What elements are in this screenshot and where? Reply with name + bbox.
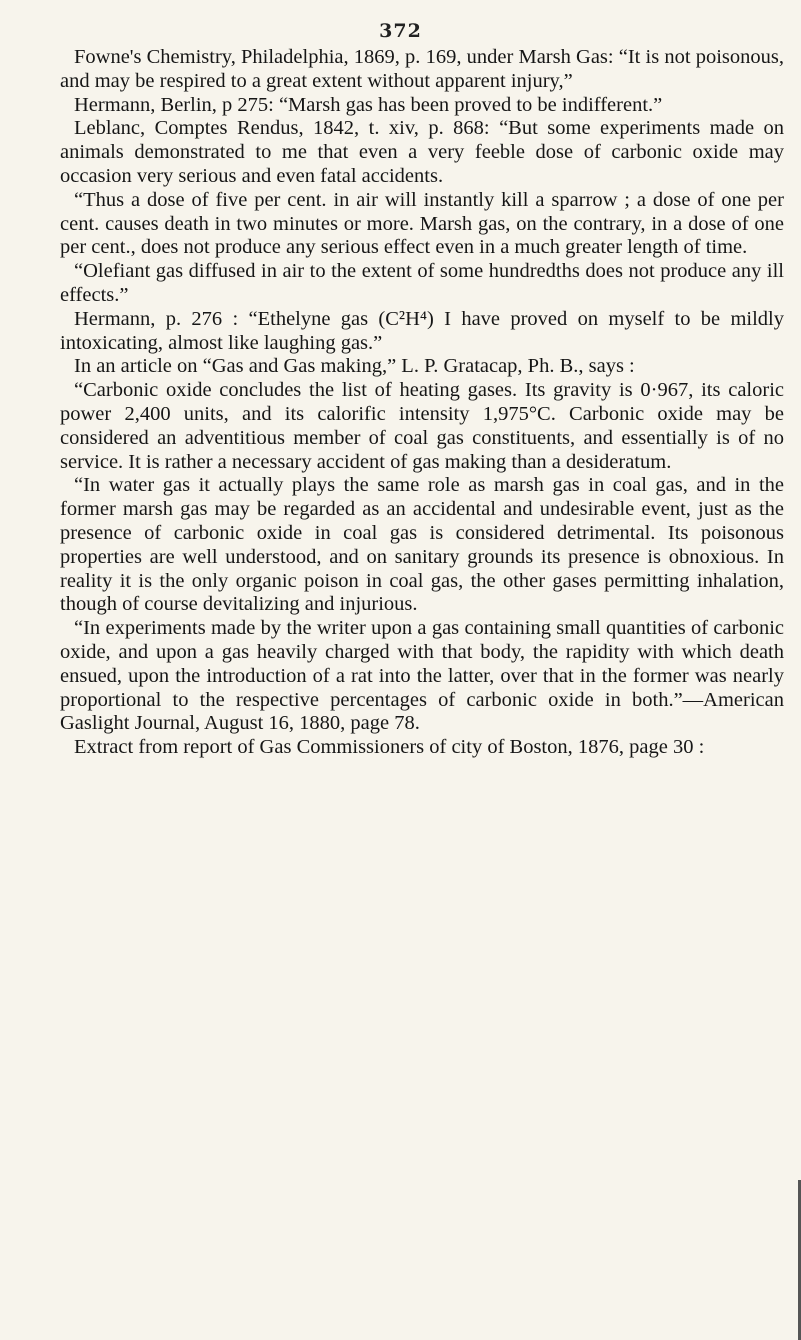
paragraph-carbonic-oxide: “Carbonic oxide concludes the list of heating gases. Its gravity is 0·967, its caloric power 2,400 units, and its calorific intensity 1,975°C. Carbonic oxide may be considered an adventitious member of coal gas constituents, and essentially is of no service. It is rather a necessary accident of gas making than a desideratum. — [60, 379, 784, 473]
paragraph-leblanc: Leblanc, Comptes Rendus, 1842, t. xiv, p. 868: “But some experiments made on animals demonstrated to me that even a very feeble dose of carbonic oxide may occasion very serious and even fatal accidents. — [60, 117, 784, 187]
paragraph-experiments: “In experiments made by the writer upon a gas containing small quantities of carbonic oxide, and upon a gas heavily charged with that body, the rapidity with which death ensued, upon the introduction of a rat into the latter, over that in the former was nearly proportional to the respective percentages of carbonic oxide in both.”—American Gaslight Journal, August 16, 1880, page 78. — [60, 617, 784, 735]
page-text — [60, 46, 784, 760]
paragraph-gratacap-intro: In an article on “Gas and Gas making,” L. P. Gratacap, Ph. B., says : — [74, 355, 635, 378]
paragraph-boston-extract: Extract from report of Gas Commissioners of city of Boston, 1876, page 30 : — [74, 736, 705, 759]
paragraph-hermann-ethelyne: Hermann, p. 276 : “Ethelyne gas (C²H⁴) I have proved on myself to be mildly intoxicating, almost like laughing gas.” — [60, 307, 784, 354]
paragraph-hermann-berlin: Hermann, Berlin, p 275: “Marsh gas has been proved to be indifferent.” — [74, 93, 663, 116]
paragraph-water-gas: “In water gas it actually plays the same role as marsh gas in coal gas, and in the former marsh gas may be regarded as an accidental and undesirable event, just as the presence of carbonic oxide in coal gas is considered detrimental. Its poisonous properties are well understood, and on sanitary grounds its presence is obnoxious. In reality it is the only organic poison in coal gas, the other gases permitting inhalation, though of course devitalizing and injurious. — [60, 474, 784, 616]
paragraph-olefiant-gas: “Olefiant gas diffused in air to the extent of some hundredths does not produce any ill effects.” — [60, 260, 784, 306]
page-number: 372 — [379, 20, 422, 42]
paragraph-dose-five-percent: “Thus a dose of five per cent. in air will instantly kill a sparrow ; a dose of one per cent. causes death in two minutes or more. Marsh gas, on the contrary, in a dose of one per cent., does not produce any serious effect even in a much greater length of time. — [60, 188, 784, 259]
paragraph-fownes-chemistry: Fowne's Chemistry, Philadelphia, 1869, p. 169, under Marsh Gas: “It is not poisonous, and may be respired to a great extent without apparent injury,” — [60, 46, 784, 92]
